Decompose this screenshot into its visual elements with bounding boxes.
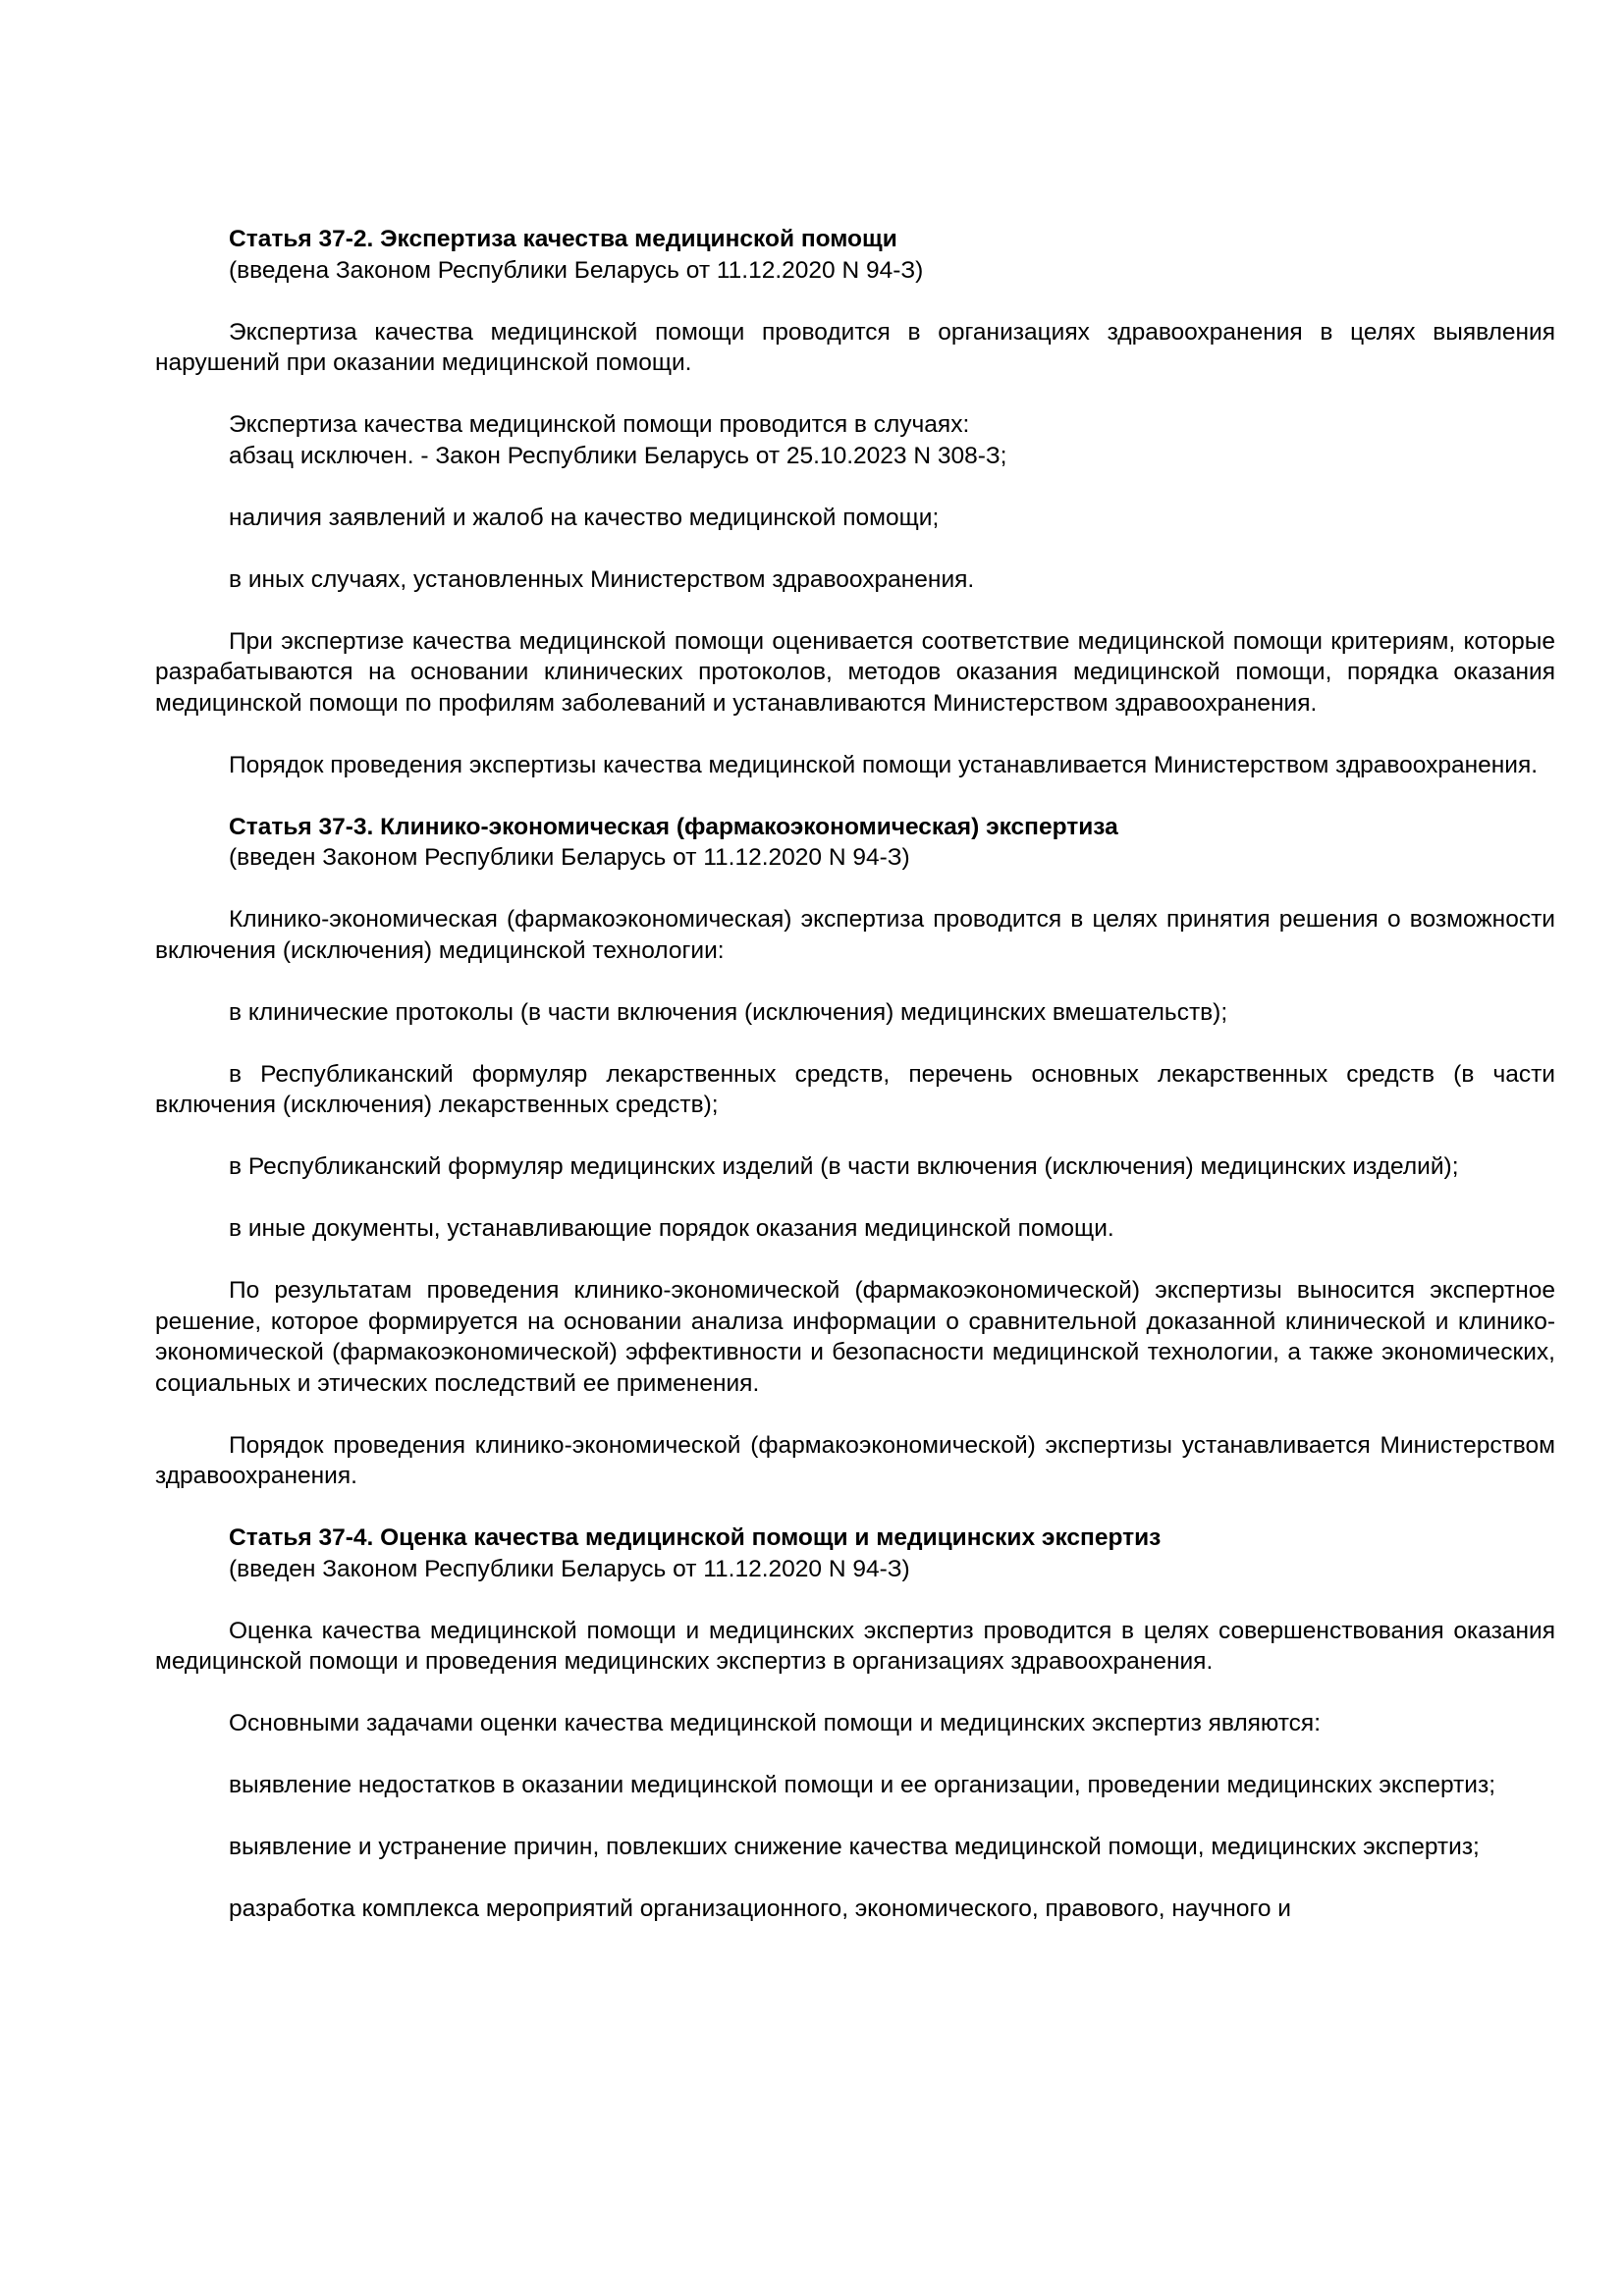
paragraph: Порядок проведения экспертизы качества медицинской помощи устанавливается Министерством здравоохранения. [229, 751, 1539, 778]
article-title: Статья 37-4. Оценка качества медицинской помощи и медицинских экспертиз [229, 1524, 1162, 1551]
article-amendment-note: (введен Законом Республики Беларусь от 11.12.2020 N 94-З) [229, 844, 910, 871]
paragraph: наличия заявлений и жалоб на качество медицинской помощи; [229, 504, 940, 531]
paragraph: Основными задачами оценки качества медицинской помощи и медицинских экспертиз являются: [229, 1710, 1322, 1736]
paragraph: в клинические протоколы (в части включения (исключения) медицинских вмешательств); [229, 998, 1228, 1026]
paragraph-excluded-note: абзац исключен. - Закон Республики Беларусь от 25.10.2023 N 308-З; [229, 442, 1007, 469]
article-title: Статья 37-2. Экспертиза качества медицинской помощи [229, 226, 897, 252]
paragraph: Экспертиза качества медицинской помощи проводится в случаях: [229, 411, 970, 438]
paragraph: При экспертизе качества медицинской помощи оценивается соответствие медицинской помощи критериям, которые разрабатываются на основании клинических протоколов, методов оказания медицинской помощи, порядка оказания медицинской помощи по профилям заболеваний и устанавливаются Министерством здравоохранения. [155, 627, 1555, 717]
paragraph: Порядок проведения клинико-экономической (фармакоэкономической) экспертизы устанавливается Министерством здравоохранения. [155, 1431, 1555, 1489]
article-37-4 [155, 1522, 1555, 1925]
paragraph: Экспертиза качества медицинской помощи проводится в организациях здравоохранения в целях выявления нарушений при оказании медицинской помощи. [155, 318, 1555, 376]
article-title: Статья 37-3. Клинико-экономическая (фармакоэкономическая) экспертиза [229, 813, 1118, 840]
article-37-3 [155, 812, 1555, 1492]
document-page [155, 224, 1555, 1925]
paragraph: По результатам проведения клинико-экономической (фармакоэкономической) экспертизы выносится экспертное решение, которое формируется на основании анализа информации о сравнительной доказанной клинической и клинико-экономической (фармакоэкономической) эффективности и безопасности медицинской технологии, а также экономических, социальных и этических последствий ее применения. [155, 1277, 1555, 1397]
paragraph: в иных случаях, установленных Министерством здравоохранения. [229, 565, 975, 593]
paragraph: разработка комплекса мероприятий организационного, экономического, правового, научного и [229, 1896, 1291, 1922]
article-amendment-note: (введена Законом Республики Беларусь от 11.12.2020 N 94-З) [229, 256, 924, 284]
paragraph: в Республиканский формуляр лекарственных средств, перечень основных лекарственных средств (в части включения (исключения) лекарственных средств); [155, 1060, 1555, 1118]
paragraph: в Республиканский формуляр медицинских изделий (в части включения (исключения) медицинских изделий); [229, 1153, 1459, 1180]
paragraph: Оценка качества медицинской помощи и медицинских экспертиз проводится в целях совершенствования оказания медицинской помощи и проведения медицинских экспертиз в организациях здравоохранения. [155, 1617, 1555, 1675]
paragraph: в иные документы, устанавливающие порядок оказания медицинской помощи. [229, 1215, 1114, 1242]
article-amendment-note: (введен Законом Республики Беларусь от 11.12.2020 N 94-З) [229, 1555, 910, 1582]
paragraph: выявление недостатков в оказании медицинской помощи и ее организации, проведении медицинских экспертиз; [229, 1772, 1495, 1798]
paragraph: Клинико-экономическая (фармакоэкономическая) экспертиза проводится в целях принятия решения о возможности включения (исключения) медицинской технологии: [155, 906, 1555, 964]
article-37-2 [155, 224, 1555, 780]
paragraph: выявление и устранение причин, повлекших снижение качества медицинской помощи, медицинских экспертиз; [229, 1834, 1480, 1860]
